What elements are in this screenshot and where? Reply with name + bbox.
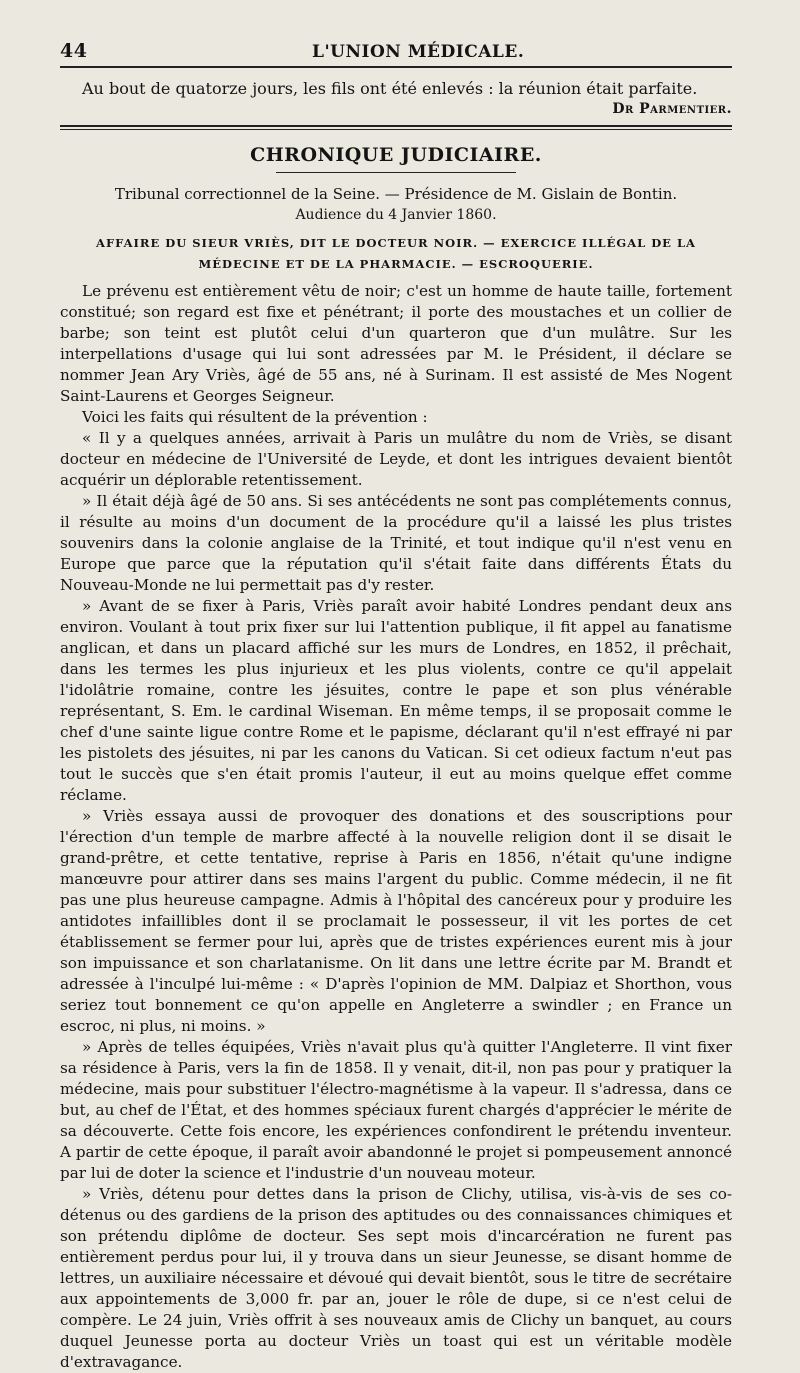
paragraph: » Avant de se fixer à Paris, Vriès paraît avoir habité Londres pendant deux ans environ. Voulant à tout prix fixer sur lui l'attention publique, il fit appel au fanatisme anglican, et dans un placard affiché sur les murs de Londres, en 1852, il prêchait, dans les termes les plus injurieux et les plus violents, contre ce qu'il appelait l'idolâtrie romaine, contre les jésuites, contre le pape et son plus vénérable représentant, S. Em. le cardinal Wiseman. En même temps, il se proposait comme le chef d'une sainte ligue contre Rome et le papisme, déclarant qu'il n'est effrayé ni par les pistolets des jésuites, ni par les canons du Vatican. Si cet odieux factum n'eut pas tout le succès que s'en était promis l'auteur, il eut au moins quelque effet comme réclame. — [60, 597, 732, 804]
court-line: Tribunal correctionnel de la Seine. — Présidence de M. Gislain de Bontin. — [114, 185, 678, 203]
paragraph: Le prévenu est entièrement vêtu de noir; c'est un homme de haute taille, fortement constitué; son regard est fixe et pénétrant; il porte des moustaches et un collier de barbe; son teint est plutôt celui d'un quarteron que d'un mulâtre. Sur les interpellations d'usage qui lui sont adressées par M. le Président, il déclare se nommer Jean Ary Vriès, âgé de 55 ans, né à Surinam. Il est assisté de Mes Nogent Saint-Laurens et Georges Seigneur. — [60, 282, 732, 405]
author-signature: Dr Parmentier. — [612, 101, 732, 117]
case-heading-line-2: MÉDECINE ET DE LA PHARMACIE. — ESCROQUERIE. — [198, 257, 594, 271]
paragraph: » Vriès essaya aussi de provoquer des donations et des souscriptions pour l'érection d'un temple de marbre affecté à la nouvelle religion dont il se disait le grand-prêtre, et cette tentative, reprise à Paris en 1856, n'était qu'une indigne manœuvre pour attirer dans ses mains l'argent du public. Comme médecin, il ne fit pas une plus heureuse campagne. Admis à l'hôpital des cancéreux pour y produire les antidotes infaillibles dont il se proclamait le possesseur, il vit les portes de cet établissement se fermer pour lui, après que de tristes expériences eurent mis à jour son impuissance et son charlatanisme. On lit dans une lettre écrite par M. Brandt et adressée à l'inculpé lui-même : « D'après l'opinion de MM. Dalpiaz et Shorthon, vous seriez tout bonnement ce qu'on appelle en Angleterre a swindler ; en France un escroc, ni plus, ni moins. » — [60, 807, 732, 1035]
section-divider — [60, 125, 732, 127]
section-title: CHRONIQUE JUDICIAIRE. — [250, 144, 542, 166]
title-underline — [276, 172, 516, 173]
case-heading — [60, 233, 732, 275]
header-rule — [60, 66, 732, 68]
case-heading-line-1: AFFAIRE DU SIEUR VRIÈS, DIT LE DOCTEUR NOIR. — EXERCICE ILLÉGAL DE LA — [96, 236, 696, 250]
paragraph: Voici les faits qui résultent de la prévention : — [82, 408, 428, 426]
hearing-date: Audience du 4 Janvier 1860. — [295, 207, 497, 223]
journal-title: L'UNION MÉDICALE. — [312, 42, 525, 62]
paragraph: « Il y a quelques années, arrivait à Paris un mulâtre du nom de Vriès, se disant docteur en médecine de l'Université de Leyde, et dont les intrigues devaient bientôt acquérir un déplorable retentissement. — [60, 429, 732, 489]
paragraph: » Vriès, détenu pour dettes dans la prison de Clichy, utilisa, vis-à-vis de ses co-détenus ou des gardiens de la prison des aptitudes ou des connaissances chimiques et son prétendu diplôme de docteur. Ses sept mois d'incarcération ne furent pas entièrement perdus pour lui, il y trouva dans un sieur Jeunesse, se disant homme de lettres, un auxiliaire nécessaire et dévoué qui devait bientôt, sous le titre de secrétaire aux appointements de 3,000 fr. par an, jouer le rôle de dupe, si ce n'est celui de compère. Le 24 juin, Vriès offrit à ses nouveaux amis de Clichy un banquet, au cours duquel Jeunesse porta au docteur Vriès un toast qui est un véritable modèle d'extravagance. — [60, 1185, 732, 1371]
section-divider-inner — [60, 129, 732, 130]
article-body — [60, 281, 732, 1373]
previous-article-closing-line: Au bout de quatorze jours, les fils ont été enlevés : la réunion était parfaite. — [82, 79, 698, 98]
running-head — [60, 40, 732, 62]
page-number: 44 — [60, 40, 88, 62]
paragraph: » Après de telles équipées, Vriès n'avait plus qu'à quitter l'Angleterre. Il vint fixer sa résidence à Paris, vers la fin de 1858. Il y venait, dit-il, non pas pour y pratiquer la médecine, mais pour substituer l'électro-magnétisme à la vapeur. Il s'adressa, dans ce but, au chef de l'État, et des hommes spéciaux furent chargés d'apprécier le mérite de sa découverte. Cette fois encore, les expériences confondirent le prétendu inventeur. A partir de cette époque, il paraît avoir abandonné le projet si pompeusement annoncé par lui de doter la science et l'industrie d'un nouveau moteur. — [60, 1038, 732, 1182]
paragraph: » Il était déjà âgé de 50 ans. Si ses antécédents ne sont pas complétements connus, il résulte au moins d'un document de la procédure qu'il a laissé les plus tristes souvenirs dans la colonie anglaise de la Trinité, et tout indique qu'il n'est venu en Europe que parce que la réputation qu'il s'était faite dans différents États du Nouveau-Monde ne lui permettait pas d'y rester. — [60, 492, 732, 594]
